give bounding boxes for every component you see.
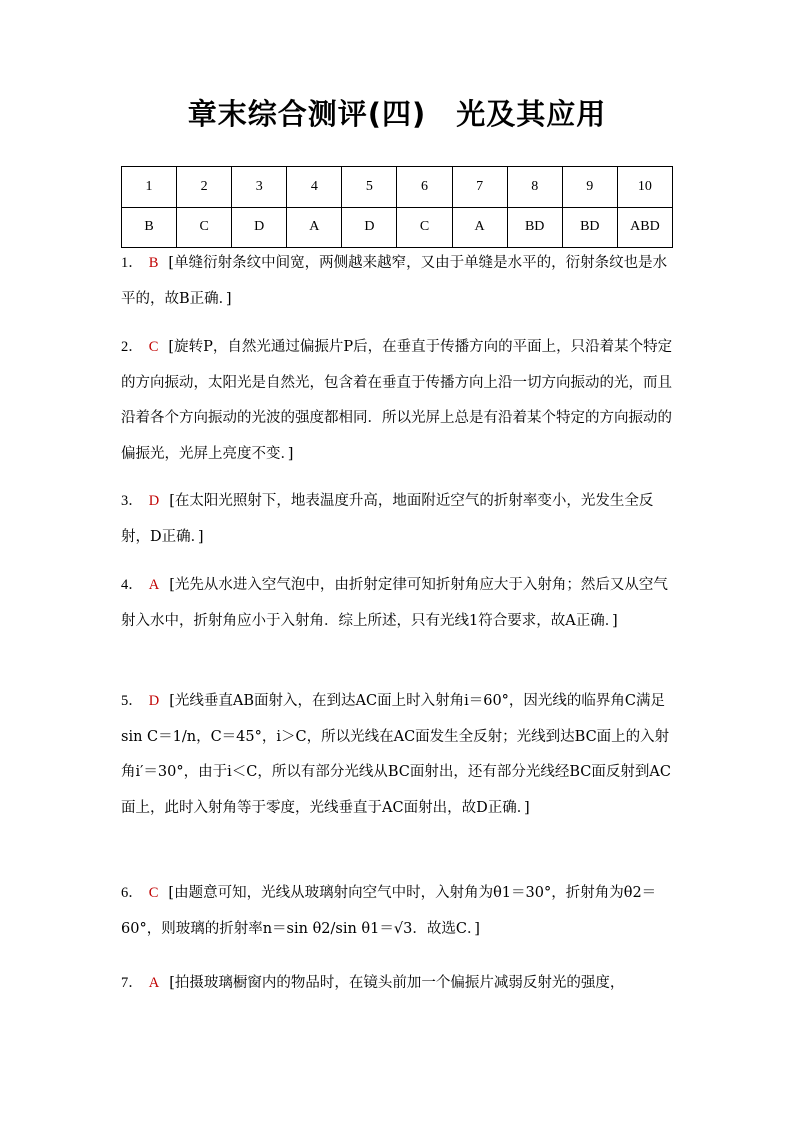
- answer-table: [121, 166, 673, 248]
- table-cell: A: [452, 207, 507, 248]
- table-cell: 9: [562, 167, 617, 208]
- item-explanation: [在太阳光照射下，地表温度升高，地面附近空气的折射率变小，光发生全反射，D正确．]: [121, 493, 654, 545]
- item-explanation: [拍摄玻璃橱窗内的物品时，在镜头前加一个偏振片减弱反射光的强度，: [169, 975, 625, 991]
- item-number: 1．: [121, 255, 143, 271]
- item-explanation: [单缝衍射条纹中间宽，两侧越来越窄，又由于单缝是水平的，衍射条纹也是水平的，故B正确．]: [121, 255, 668, 307]
- item-number: 4．: [121, 577, 143, 593]
- item-number: 7．: [121, 975, 143, 991]
- table-cell: BD: [562, 207, 617, 248]
- answer-key: C: [148, 339, 159, 355]
- table-cell: 1: [122, 167, 177, 208]
- item-explanation: [由题意可知，光线从玻璃射向空气中时，入射角为θ1＝30°，折射角为θ2＝60°，则玻璃的折射率n＝sin θ2/sin θ1＝√3．故选C．]: [121, 885, 657, 937]
- solution-item-3: [121, 484, 677, 555]
- table-cell: D: [342, 207, 397, 248]
- answer-key: D: [148, 693, 160, 709]
- table-cell: B: [122, 207, 177, 248]
- table-cell: 2: [177, 167, 232, 208]
- item-explanation: [旋转P，自然光通过偏振片P后，在垂直于传播方向的平面上，只沿着某个特定的方向振动，太阳光是自然光，包含着在垂直于传播方向上沿一切方向振动的光，而且沿着各个方向振动的光波的强度都相同．所以光屏上总是有沿着某个特定的方向振动的偏振光，光屏上亮度不变．]: [121, 339, 673, 462]
- table-cell: 7: [452, 167, 507, 208]
- item-number: 3．: [121, 493, 143, 509]
- solution-item-2: [121, 330, 677, 472]
- solution-item-7: [121, 966, 677, 1002]
- table-row-answers: [122, 207, 673, 248]
- table-cell: D: [232, 207, 287, 248]
- solution-item-6: [121, 876, 677, 947]
- item-number: 5．: [121, 693, 143, 709]
- table-cell: C: [397, 207, 452, 248]
- table-cell: A: [287, 207, 342, 248]
- answer-key: A: [148, 577, 160, 593]
- table-cell: C: [177, 207, 232, 248]
- table-cell: 4: [287, 167, 342, 208]
- answer-key: C: [148, 885, 159, 901]
- table-row-numbers: [122, 167, 673, 208]
- table-cell: 5: [342, 167, 397, 208]
- solution-item-5: [121, 684, 677, 826]
- table-cell: ABD: [617, 207, 672, 248]
- table-cell: BD: [507, 207, 562, 248]
- solution-item-1: [121, 246, 677, 317]
- answer-key: D: [148, 493, 160, 509]
- table-cell: 10: [617, 167, 672, 208]
- item-explanation: [光先从水进入空气泡中，由折射定律可知折射角应大于入射角；然后又从空气射入水中，折射角应小于入射角．综上所述，只有光线1符合要求，故A正确．]: [121, 577, 668, 629]
- item-number: 6．: [121, 885, 143, 901]
- table-cell: 6: [397, 167, 452, 208]
- answer-key: B: [148, 255, 159, 271]
- answer-key: A: [148, 975, 160, 991]
- item-number: 2．: [121, 339, 143, 355]
- item-explanation: [光线垂直AB面射入，在到达AC面上时入射角i＝60°，因光线的临界角C满足sin C＝1/n，C＝45°，i＞C，所以光线在AC面发生全反射；光线到达BC面上的入射角i′＝30°，由于i＜C，所以有部分光线从BC面射出，还有部分光线经BC面反射到AC面上，此时入射角等于零度，光线垂直于AC面射出，故D正确．]: [121, 693, 671, 816]
- page-title: 章末综合测评(四) 光及其应用: [187, 97, 607, 131]
- table-cell: 8: [507, 167, 562, 208]
- solution-item-4: [121, 568, 677, 639]
- table-cell: 3: [232, 167, 287, 208]
